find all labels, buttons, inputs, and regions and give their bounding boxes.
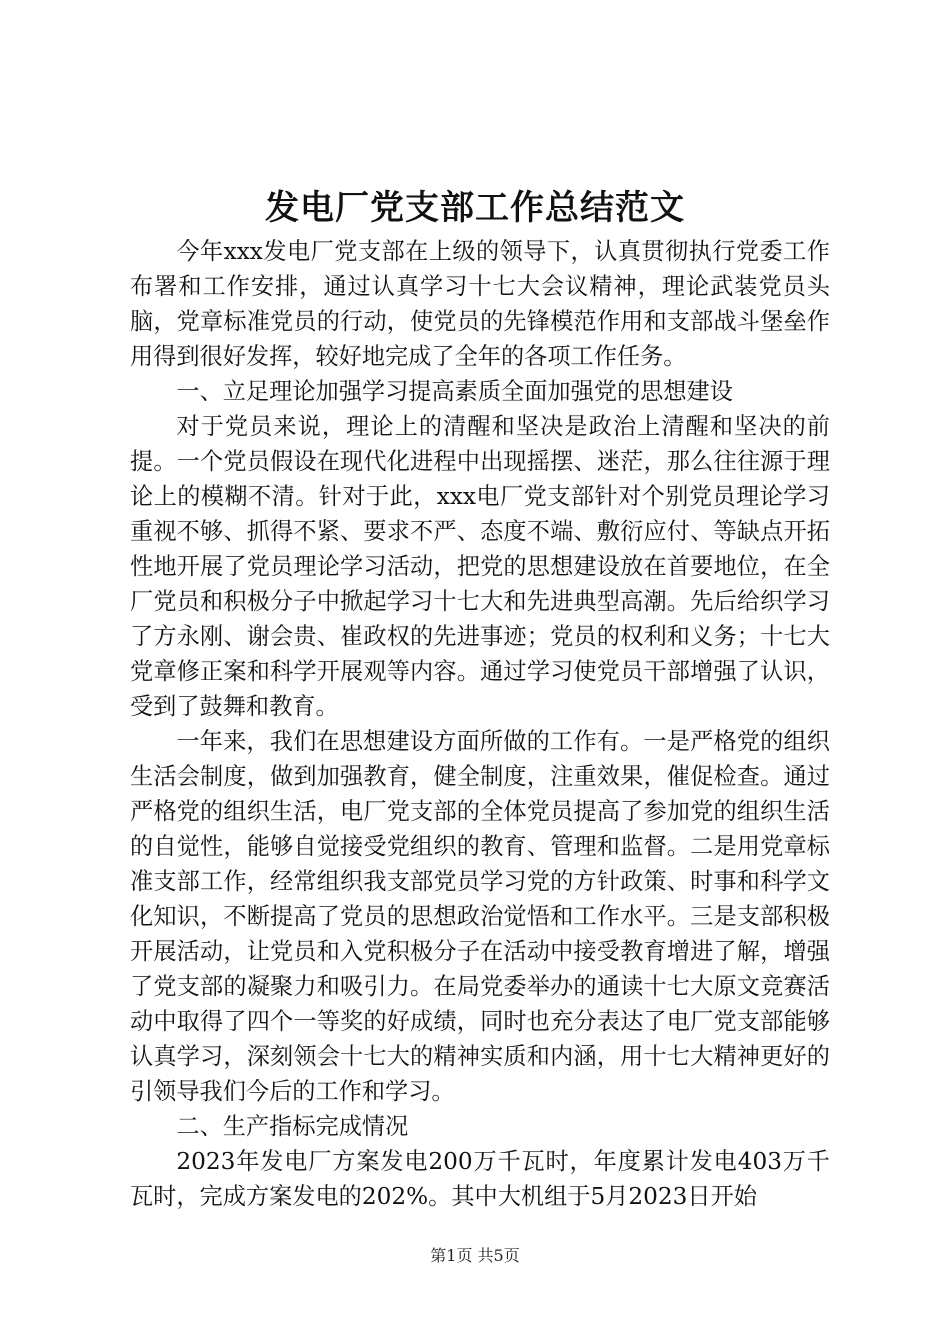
section-1-paragraph-1: 对于党员来说，理论上的清醒和坚决是政治上清醒和坚决的前提。一个党员假设在现代化进程中出现摇摆、迷茫，那么往往源于理论上的模糊不清。针对于此，xxx电厂党支部针对个别党员理论学习重视不够、抓得不紧、要求不严、态度不端、敷衍应付、等缺点开拓性地开展了党员理论学习活动，把党的思想建设放在首要地位，在全厂党员和积极分子中掀起学习十七大和先进典型高潮。先后给织学习了方永刚、谢会贵、崔政权的先进事迹；党员的权利和义务；十七大党章修正案和科学开展观等内容。通过学习使党员干部增强了认识，受到了鼓舞和教育。 [130, 413, 830, 720]
section-2-paragraph-1: 2023年发电厂方案发电200万千瓦时，年度累计发电403万千瓦时，完成方案发电的202%。其中大机组于5月2023日开始 [130, 1148, 830, 1210]
document-body [130, 234, 830, 1214]
section-1-paragraph-2: 一年来，我们在思想建设方面所做的工作有。一是严格党的组织生活会制度，做到加强教育，健全制度，注重效果，催促检查。通过严格党的组织生活，电厂党支部的全体党员提高了参加党的组织生活的自觉性，能够自觉接受党组织的教育、管理和监督。二是用党章标准支部工作，经常组织我支部党员学习党的方针政策、时事和科学文化知识，不断提高了党员的思想政治觉悟和工作水平。三是支部积极开展活动，让党员和入党积极分子在活动中接受教育增进了解，增强了党支部的凝聚力和吸引力。在局党委举办的通读十七大原文竞赛活动中取得了四个一等奖的好成绩，同时也充分表达了电厂党支部能够认真学习，深刻领会十七大的精神实质和内涵，用十七大精神更好的引领导我们今后的工作和学习。 [130, 728, 830, 1105]
section-heading-1: 一、立足理论加强学习提高素质全面加强党的思想建设 [176, 378, 733, 405]
page-footer: 第1页 共5页 [430, 1246, 520, 1265]
document-title: 发电厂党支部工作总结范文 [265, 188, 685, 228]
intro-paragraph: 今年xxx发电厂党支部在上级的领导下，认真贯彻执行党委工作布署和工作安排，通过认真学习十七大会议精神，理论武装党员头脑，党章标准党员的行动，使党员的先锋模范作用和支部战斗堡垒作用得到很好发挥，较好地完成了全年的各项工作任务。 [130, 238, 830, 370]
section-heading-2: 二、生产指标完成情况 [176, 1113, 409, 1140]
